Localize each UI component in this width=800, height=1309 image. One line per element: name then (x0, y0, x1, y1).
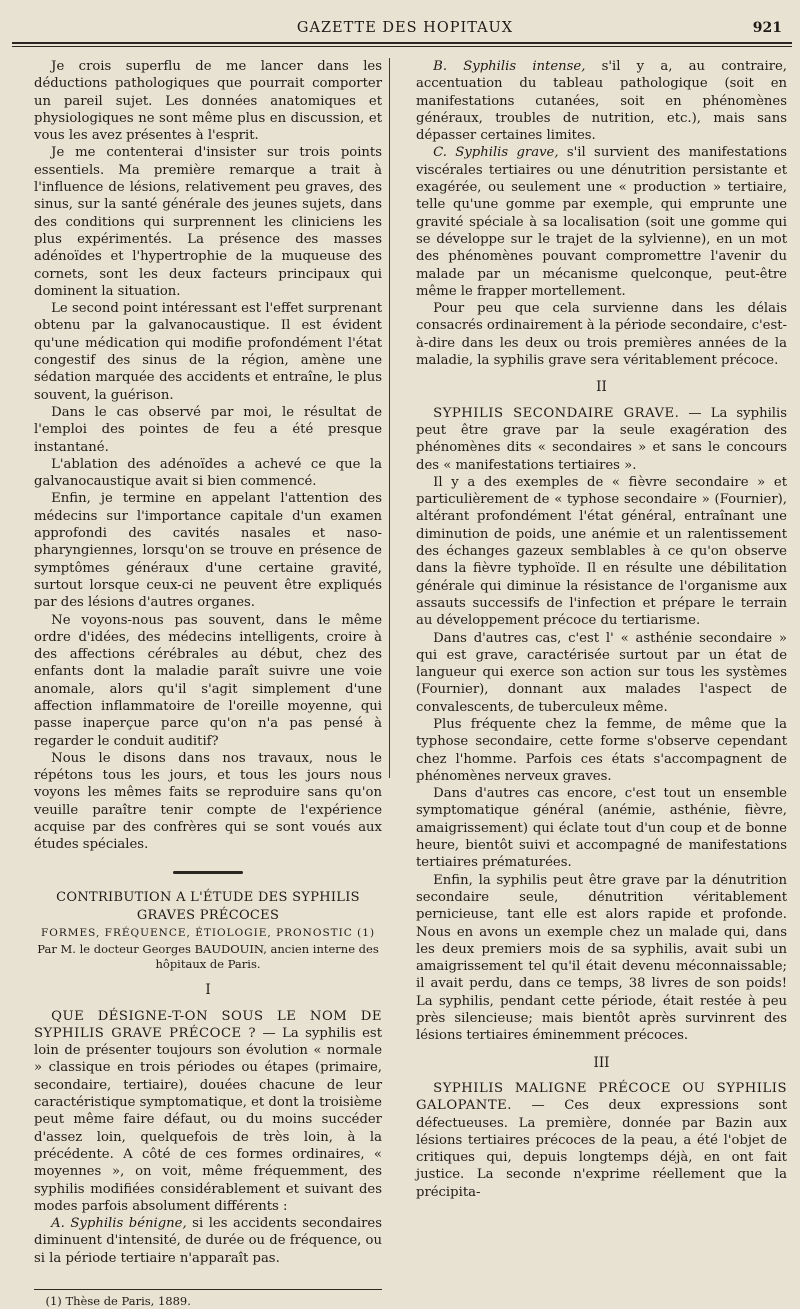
paragraph: Enfin, je termine en appelant l'attention des médecins sur l'importance capitale d'un examen approfondi des cavités nasales et naso-pharyngiennes, lorsqu'on se trouve en présence de symptômes généraux d'une certaine gravité, surtout lorsque ceux-ci ne peuvent être expliqués par des lésions d'autres organes. (34, 491, 382, 611)
paragraph: Je crois superflu de me lancer dans les déductions pathologiques que pourrait comporter un pareil sujet. Les données anatomiques et physiologiques ne sont même plus en discussion, et vous les avez présentes à l'esprit. (34, 59, 382, 144)
item-label: A. Syphilis bénigne, (51, 1216, 187, 1232)
paragraph: Je me contenterai d'insister sur trois points essentiels. Ma première remarque a trait à l'influence de lésions, relativement peu graves, des sinus, sur la santé générale des jeunes sujets, dans des conditions qui surprennent les cliniciens les plus expérimentés. La présence des masses adénoïdes et l'hypertrophie de la muqueuse des cornets, sont les deux facteurs principaux qui dominent la situation. (34, 145, 382, 299)
footnote: (1) Thèse de Paris, 1889. (45, 1294, 191, 1308)
paragraph: A. Syphilis bénigne, si les accidents secondaires diminuent d'intensité, de durée ou de fréquence, ou si la période tertiaire n'apparaît pas. (34, 1216, 382, 1266)
section-lead: QUE DÉSIGNE-T-ON SOUS LE NOM DE SYPHILIS GRAVE PRÉCOCE ? (34, 1008, 382, 1041)
header-rule (12, 42, 792, 44)
right-column (416, 58, 788, 1200)
paragraph: L'ablation des adénoïdes a achevé ce que la galvanocaustique avait si bien commencé. (34, 456, 382, 490)
article-subtitle: FORMES, FRÉQUENCE, ÉTIOLOGIE, PRONOSTIC (1) (40, 926, 376, 939)
column-divider (389, 58, 390, 778)
paragraph: Dans d'autres cas, c'est l' « asthénie secondaire » qui est grave, caractérisée surtout par un état de langueur qui exerce son action sur tous les systèmes (Fournier), donnant aux malades l'aspect de convalescents, de tuberculeux même. (416, 630, 787, 715)
paragraph: Plus fréquente chez la femme, de même que la typhose secondaire, cette forme s'observe cependant chez l'homme. Parfois ces états s'accompagnent de phénomènes nerveux graves. (416, 716, 787, 784)
journal-title: GAZETTE DES HOPITAUX (296, 20, 514, 36)
paragraph: SYPHILIS SECONDAIRE GRAVE. — La syphilis peut être grave par la seule exagération des phénomènes dits « secondaires » et sans le concours des « manifestations tertiaires ». (416, 405, 787, 473)
paragraph: Pour peu que cela survienne dans les délais consacrés ordinairement à la période secondaire, c'est-à-dire dans les deux ou trois premières années de la maladie, la syphilis grave sera véritablement précoce. (416, 301, 787, 369)
paragraph: QUE DÉSIGNE-T-ON SOUS LE NOM DE SYPHILIS GRAVE PRÉCOCE ? — La syphilis est loin de présenter toujours son évolution « normale » classique en trois périodes ou étapes (primaire, secondaire, tertiaire), douées chacune de leur caractéristique symptomatique, et dont la troisième peut même faire défaut, ou du moins succéder d'assez loin, quelquefois de très loin, à la précédente. A côté de ces formes ordinaires, « moyennes », on voit, même fréquemment, des syphilis modifiées considérablement et suivant des modes parfois absolument différents : (34, 1008, 382, 1214)
article-title: CONTRIBUTION A L'ÉTUDE DES SYPHILIS GRAVES PRÉCOCES (56, 889, 360, 923)
article-author: Par M. le docteur Georges BAUDOUIN, ancien interne des hôpitaux de Paris. (37, 942, 379, 972)
page-number: 921 (752, 20, 782, 36)
paragraph: SYPHILIS MALIGNE PRÉCOCE OU SYPHILIS GALOPANTE. — Ces deux expressions sont défectueuses. La première, donnée par Bazin aux lésions tertiaires précoces de la peau, a été l'objet de critiques qui, depuis longtemps déjà, en ont fait justice. La seconde n'exprime réellement que la précipita- (416, 1080, 787, 1200)
section-number: II (596, 379, 607, 396)
header-rule-thin (12, 46, 792, 47)
paragraph: Dans le cas observé par moi, le résultat de l'emploi des pointes de feu a été presque instantané. (34, 404, 382, 455)
page-header (24, 0, 786, 44)
paragraph: Le second point intéressant est l'effet surprenant obtenu par la galvanocaustique. Il est évident qu'une médication qui modifie profondément l'état congestif des sinus de la région, amène une sédation marquée des accidents et entraîne, le plus souvent, la guérison. (34, 301, 382, 403)
left-column (34, 58, 382, 1308)
paragraph: Dans d'autres cas encore, c'est tout un ensemble symptomatique général (anémie, asthénie, fièvre, amaigrissement) qui éclate tout d'un coup et de bonne heure, bientôt suivi et accompagné de manifestations tertiaires prématurées. (416, 786, 787, 871)
section-lead: SYPHILIS SECONDAIRE GRAVE. (433, 405, 680, 421)
item-label: C. Syphilis grave, (433, 145, 559, 161)
paragraph: Ne voyons-nous pas souvent, dans le même ordre d'idées, des médecins intelligents, croire à des affections cérébrales au début, chez des enfants dont la maladie paraît suivre une voie anomale, alors qu'il s'agit simplement d'une affection inflammatoire de l'oreille moyenne, qui passe inaperçue parce qu'on n'a pas pensé à regarder le conduit auditif? (34, 612, 382, 749)
section-number: I (205, 982, 211, 999)
paragraph: C. Syphilis grave, s'il survient des manifestations viscérales tertiaires ou une dénutrition persistante et exagérée, ou seulement une « production » tertiaire, telle qu'une gomme par exemple, qui emprunte une gravité spéciale à sa localisation (soit une gomme qui se développe sur le trajet de la sylvienne), en un mot des phénomènes pouvant compromettre l'avenir du malade par un mécanisme quelconque, peut-être même le frapper mortellement. (416, 145, 787, 299)
item-label: B. Syphilis intense, (433, 59, 586, 74)
section-lead: SYPHILIS MALIGNE PRÉCOCE OU SYPHILIS GALOPANTE. (416, 1080, 787, 1114)
paragraph: B. Syphilis intense, s'il y a, au contraire, accentuation du tableau pathologique (soit en manifestations cutanées, soit en phénomènes généraux, troubles de nutrition, etc.), mais sans dépasser certaines limites. (416, 59, 788, 144)
paragraph: Enfin, la syphilis peut être grave par la dénutrition secondaire seule, dénutrition véritablement pernicieuse, tant elle est alors rapide et profonde. Nous en avons un exemple chez un malade qui, dans les deux premiers mois de sa syphilis, avait subi un amaigrissement tel qu'il était devenu méconnaissable; il avait perdu, dans ce temps, 38 livres de son poids! La syphilis, pendant cette période, était restée à peu près silencieuse; mais bientôt après survinrent des lésions tertiaires éminemment précoces. (416, 872, 787, 1044)
footnote-rule (34, 1289, 382, 1290)
section-number: III (593, 1054, 610, 1071)
section-separator (34, 862, 382, 879)
paragraph: Il y a des exemples de « fièvre secondaire » et particulièrement de « typhose secondaire » (Fournier), altérant profondément l'état général, entraînant une diminution de poids, une anémie et un ralentissement des échanges gazeux semblables à ce qu'on observe dans la fièvre typhoïde. Il en résulte une débilitation générale qui diminue la résistance de l'organisme aux assauts successifs de l'infection et prépare le terrain au développement précoce du tertiarisme. (416, 474, 787, 629)
paragraph: Nous le disons dans nos travaux, nous le répétons tous les jours, et tous les jours nous voyons les mêmes faits se reproduire sans qu'on veuille paraître tenir compte de l'expérience acquise par des confrères qui se sont voués aux études spéciales. (34, 750, 382, 853)
text-columns (24, 58, 788, 1308)
